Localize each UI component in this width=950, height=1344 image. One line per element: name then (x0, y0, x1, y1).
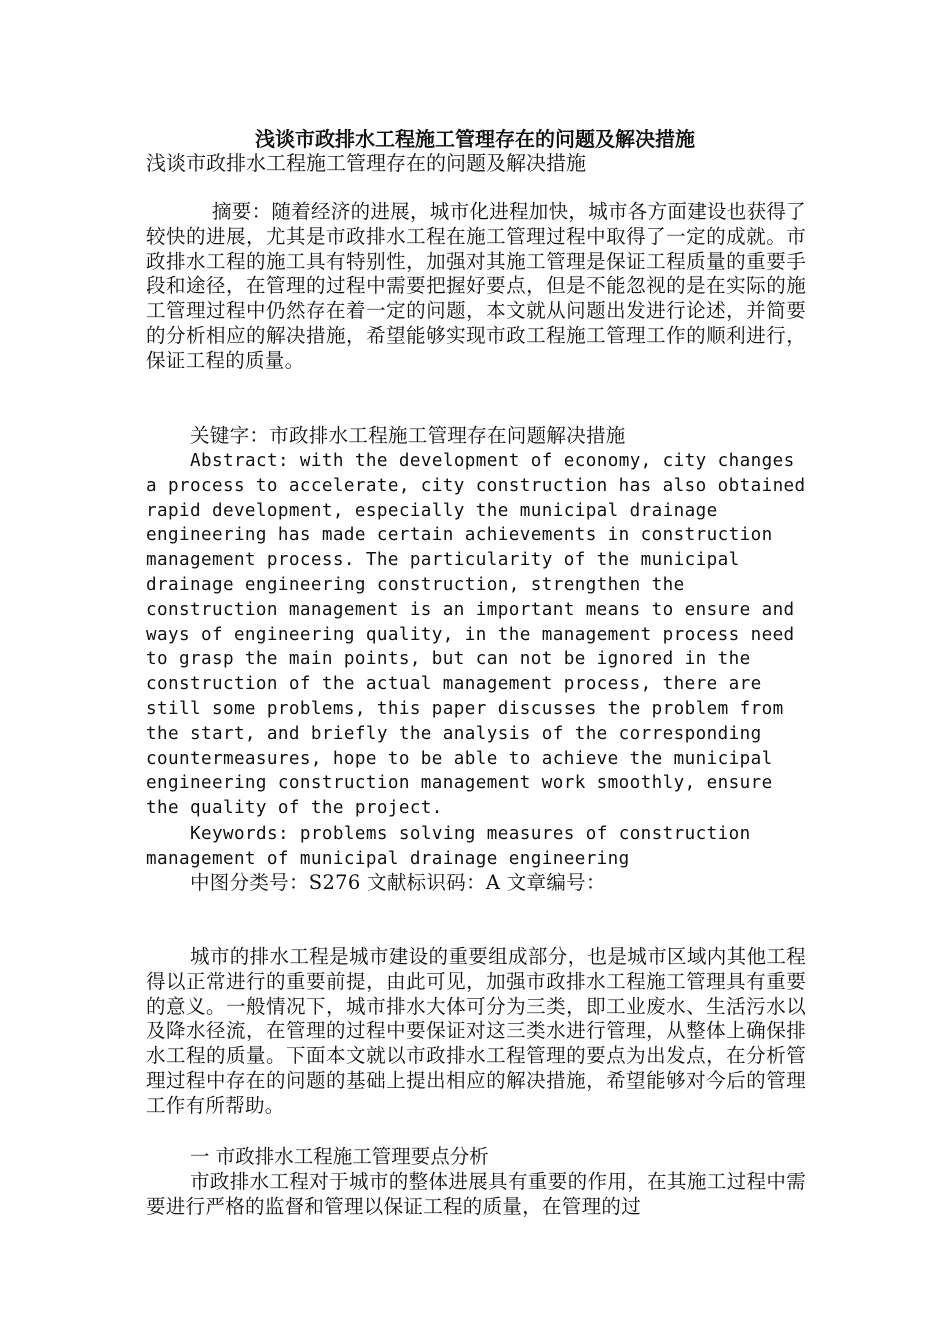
intro-paragraph: 城市的排水工程是城市建设的重要组成部分，也是城市区域内其他工程得以正常进行的重要前提，由此可见，加强市政排水工程施工管理具有重要的意义。一般情况下，城市排水大体可分为三类，即工业废水、生活污水以及降水径流，在管理的过程中要保证对这三类水进行管理，从整体上确保排水工程的质量。下面本文就以市政排水工程管理的要点为出发点，在分析管理过程中存在的问题的基础上提出相应的解决措施，希望能够对今后的管理工作有所帮助。 (146, 945, 806, 1117)
abstract-english: Abstract: with the development of economy, city changes a process to accelerate, city construction has also obtained rapid development, especially the municipal drainage engineering has made certain achievements in construction management process. The particularity of the municipal drainage engineering construction, strengthen the construction management is an important means to ensure and ways of engineering quality, in the management process need to grasp the main points, but can not be ignored in the construction of the actual management process, there are still some problems, this paper discusses the problem from the start, and briefly the analysis of the corresponding countermeasures, hope to be able to achieve the municipal engineering construction management work smoothly, ensure the quality of the project. (146, 451, 817, 819)
keywords-english: Keywords: problems solving measures of construction management of municipal drainage engineering (146, 824, 762, 869)
document-subtitle: 浅谈市政排水工程施工管理存在的问题及解决措施 (146, 151, 586, 175)
document-title: 浅谈市政排水工程施工管理存在的问题及解决措施 (255, 127, 695, 151)
keywords-chinese: 关键字：市政排水工程施工管理存在问题解决措施 (190, 424, 626, 447)
section-heading: 一 市政排水工程施工管理要点分析 (190, 1145, 489, 1168)
abstract-chinese: 摘要：随着经济的进展，城市化进程加快，城市各方面建设也获得了较快的进展，尤其是市政排水工程在施工管理过程中取得了一定的成就。市政排水工程的施工具有特别性，加强对其施工管理是保证工程质量的重要手段和途径，在管理的过程中需要把握好要点，但是不能忽视的是在实际的施工管理过程中仍然存在着一定的问题，本文就从问题出发进行论述，并简要的分析相应的解决措施，希望能够实现市政工程施工管理工作的顺利进行，保证工程的质量。 (146, 200, 807, 372)
section-paragraph: 市政排水工程对于城市的整体进展具有重要的作用，在其施工过程中需要进行严格的监督和管理以保证工程的质量，在管理的过 (146, 1170, 806, 1218)
classification-line: 中图分类号：S276 文献标识码：A 文章编号： (190, 871, 606, 894)
